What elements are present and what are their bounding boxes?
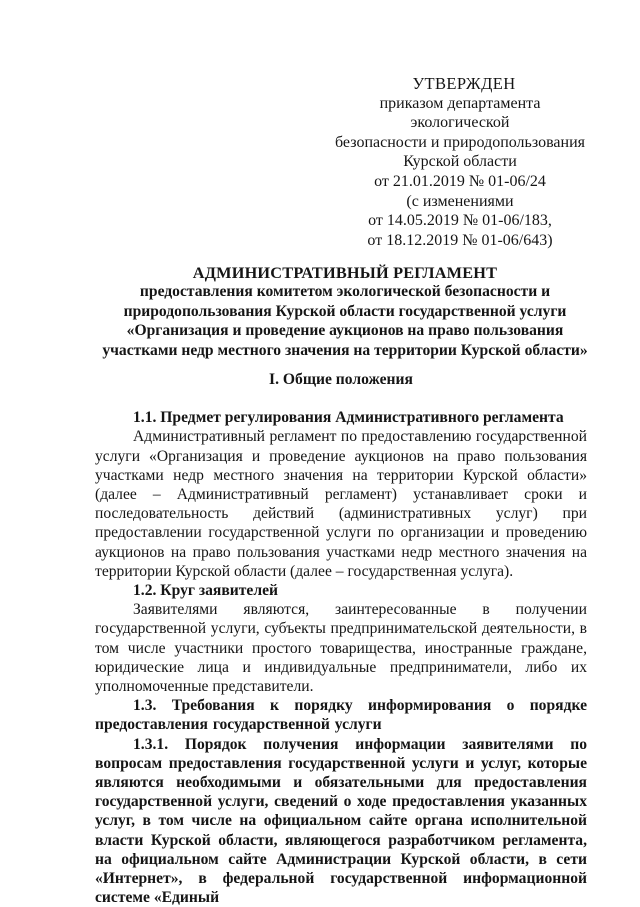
approval-stamp-block [335, 74, 585, 250]
approval-line: от 18.12.2019 № 01-06/643) [367, 231, 553, 249]
subsection-1-3-1-text: 1.3.1. Порядок получения информации заявителями по вопросам предоставления государственной услуги и услуг, которые являются необходимыми и обязательными для предоставления государственной услуги, сведений о ходе предоставления указанных услуг, в том числе на официальном сайте органа исполнительной власти Курской области, являющегося разработчиком регламента, на официальном сайте Администрации Курской области, в сети «Интернет», в федеральной государственной информационной системе «Единый [95, 735, 587, 907]
approval-line: от 14.05.2019 № 01-06/183, [368, 212, 552, 230]
subsection-1-2-heading: 1.2. Круг заявителей [133, 582, 278, 600]
document-subtitle-line: природопользования Курской области государственной услуги [123, 302, 567, 320]
section-heading: I. Общие положения [269, 371, 413, 388]
approval-line: приказом департамента экологической [379, 94, 541, 132]
subsection-1-3-heading: 1.3. Требования к порядку информирования о порядке предоставления государственной услуги [95, 697, 587, 734]
document-main-title: АДМИНИСТРАТИВНЫЙ РЕГЛАМЕНТ [192, 263, 498, 282]
document-subtitle-line: участками недр местного значения на территории Курской области» [102, 341, 588, 359]
subsection-1-1-heading: 1.1. Предмет регулирования Административного регламента [133, 409, 564, 427]
approval-line: от 21.01.2019 № 01-06/24 [374, 172, 546, 190]
approval-title: УТВЕРЖДЕН [412, 74, 516, 93]
document-subtitle-line: «Организация и проведение аукционов на право пользования [126, 322, 564, 340]
approval-line: безопасности и природопользования [335, 133, 585, 151]
section-1-body [95, 370, 587, 907]
approval-line: Курской области [403, 153, 517, 171]
document-subtitle-line: предоставления комитетом экологической безопасности и [139, 283, 551, 301]
subsection-1-2-text: Заявителями являются, заинтересованные в получении государственной услуги, субъекты предпринимательской деятельности, в том числе участники простого товарищества, иностранные граждане, юридические лица и индивидуальные предприниматели, либо их уполномоченные представители. [95, 601, 587, 696]
document-title-block [95, 263, 595, 360]
approval-line: (с изменениями [406, 192, 514, 210]
subsection-1-1-text: Административный регламент по предоставлению государственной услуги «Организация и проведение аукционов на право пользования участками недр местного значения на территории Курской области» (далее – Административный регламент) устанавливает сроки и последовательность действий (административных услуг) при предоставлении государственной услуги по организации и проведению аукционов на право пользования участками недр местного значения на территории Курской области (далее – государственная услуга). [95, 428, 587, 580]
